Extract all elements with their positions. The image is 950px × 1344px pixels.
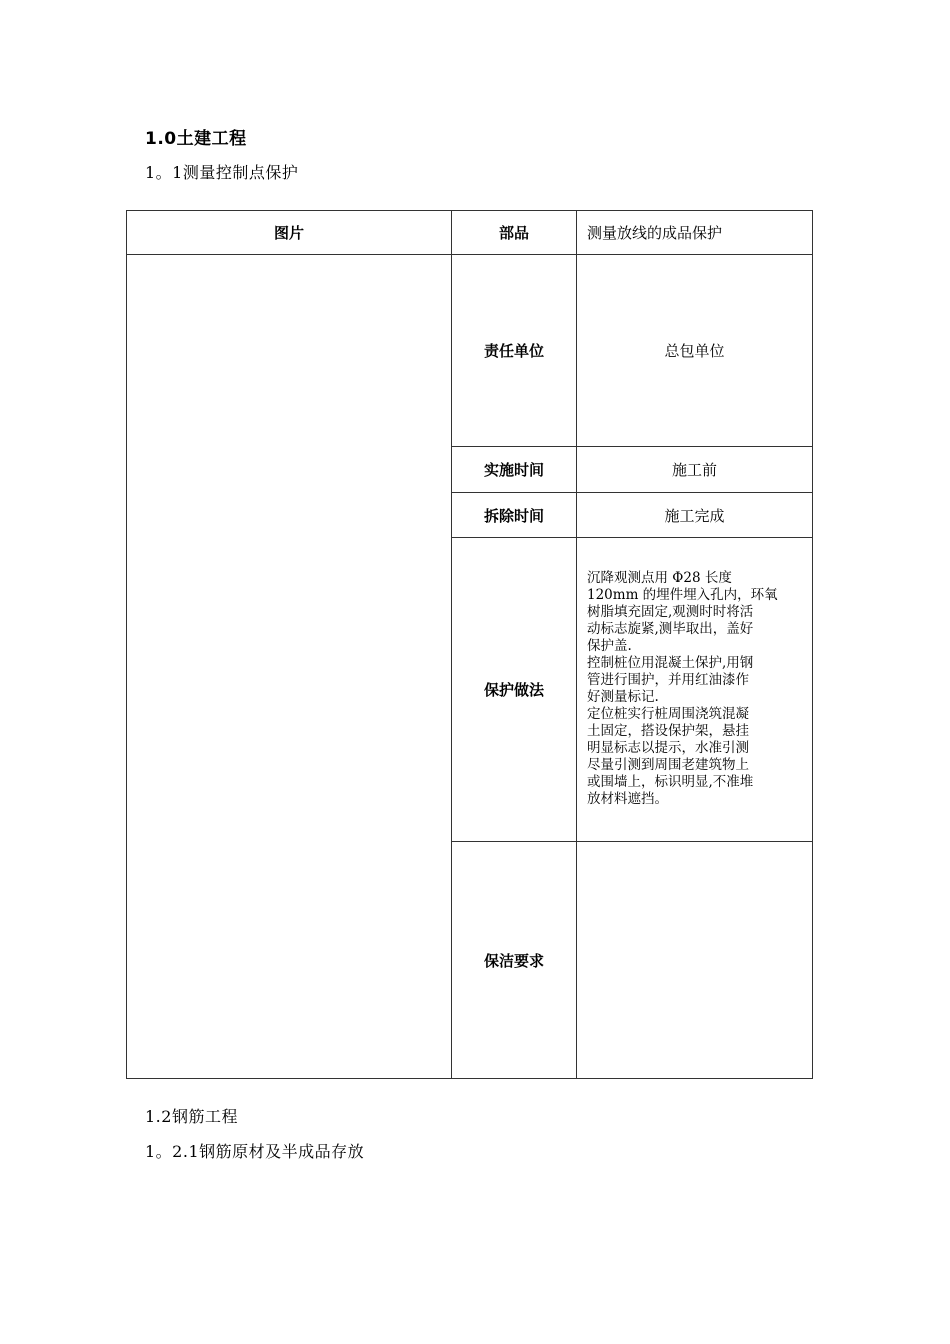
protection-table [126, 210, 813, 1079]
subsection-heading-survey: 1。1测量控制点保护 [145, 163, 299, 182]
subsection-heading-rebar: 1.2钢筋工程 [145, 1107, 238, 1126]
row-label: 责任单位 [452, 255, 577, 447]
method-line: 保护盖. [587, 638, 632, 654]
method-line: 沉降观测点用 Φ28 长度 [587, 570, 732, 586]
method-line: 动标志旋紧,测毕取出，盖好 [587, 621, 754, 637]
part-value: 测量放线的成品保护 [577, 211, 813, 255]
row-value: 总包单位 [577, 255, 813, 447]
picture-cell [127, 255, 452, 1079]
method-line: 控制桩位用混凝土保护,用钢 [587, 655, 754, 671]
subsection-heading-rebar-storage: 1。2.1钢筋原材及半成品存放 [145, 1142, 365, 1161]
row-label: 实施时间 [452, 447, 577, 493]
method-line: 明显标志以提示，水准引测 [587, 740, 749, 756]
method-line: 树脂填充固定,观测时时将活 [587, 604, 754, 620]
method-line: 定位桩实行桩周围浇筑混凝 [587, 706, 749, 722]
header-picture: 图片 [127, 211, 452, 255]
method-line: 或围墙上，标识明显,不准堆 [587, 774, 754, 790]
method-text [577, 538, 813, 842]
row-value: 施工前 [577, 447, 813, 493]
section-heading-civil: 1.0土建工程 [145, 129, 247, 149]
method-line: 好测量标记. [587, 689, 659, 705]
cleaning-label: 保洁要求 [452, 842, 577, 1079]
header-part: 部品 [452, 211, 577, 255]
method-line: 尽量引测到周围老建筑物上 [587, 757, 749, 773]
method-line: 土固定，搭设保护架，悬挂 [587, 723, 749, 739]
method-label: 保护做法 [452, 538, 577, 842]
row-value: 施工完成 [577, 493, 813, 538]
method-line: 管进行围护，并用红油漆作 [587, 672, 749, 688]
table-header-row [127, 211, 813, 255]
method-line: 120mm 的埋件埋入孔内，环氧 [587, 587, 778, 603]
table-row [127, 255, 813, 447]
cleaning-value [577, 842, 813, 1079]
method-line: 放材料遮挡。 [587, 791, 668, 807]
row-label: 拆除时间 [452, 493, 577, 538]
